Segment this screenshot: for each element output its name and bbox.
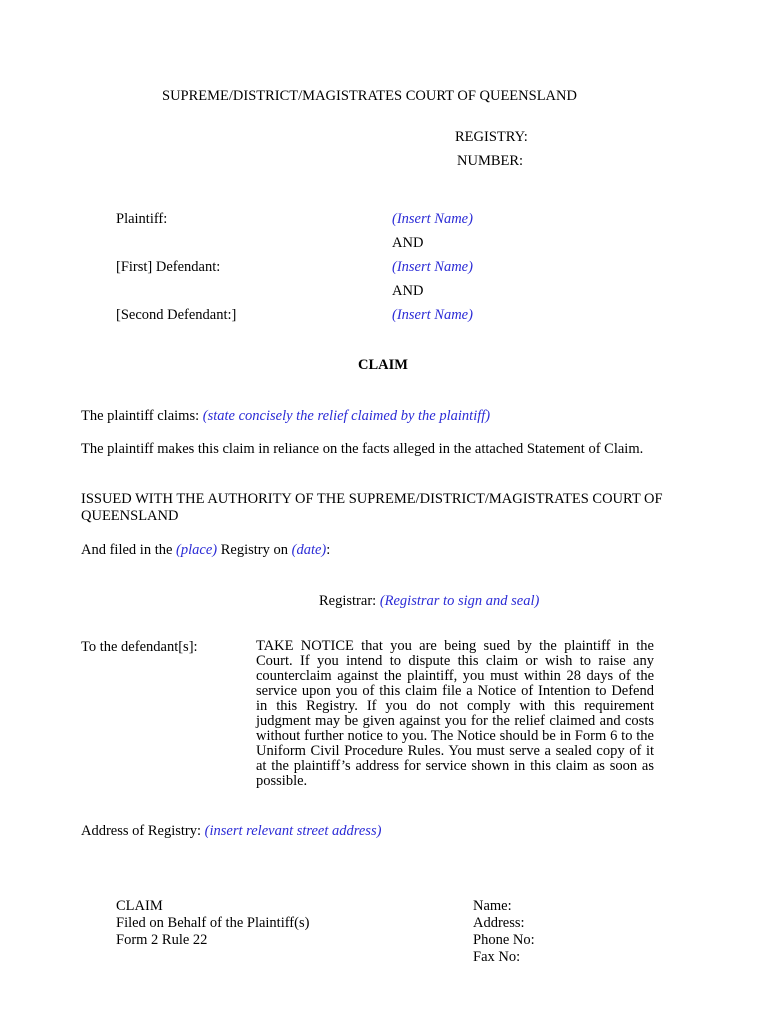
registry-address-line xyxy=(81,823,381,840)
filed-prefix: And filed in the xyxy=(81,542,177,558)
registry-address-label: Address of Registry: xyxy=(81,823,205,839)
plaintiff-label: Plaintiff: xyxy=(116,211,168,227)
registrar-line xyxy=(319,593,539,610)
first-defendant-name-placeholder[interactable]: (Insert Name) xyxy=(392,259,473,275)
filed-middle: Registry on xyxy=(217,542,292,558)
footer-address-label: Address: xyxy=(473,915,525,931)
number-label: NUMBER: xyxy=(457,153,524,169)
second-defendant-label: [Second Defendant:] xyxy=(116,307,237,323)
footer-filed-on-behalf: Filed on Behalf of the Plaintiff(s) xyxy=(116,915,310,931)
plaintiff-claims-line xyxy=(81,408,490,425)
to-defendants-label: To the defendant[s]: xyxy=(81,639,198,655)
footer-left-block xyxy=(116,898,309,949)
registrar-label: Registrar: xyxy=(319,593,380,609)
take-notice-paragraph: TAKE NOTICE that you are being sued by the plaintiff in the Court. If you intend to dispute this claim or wish to raise any counterclaim against the plaintiff, you must within 28 days of the service upon you of this claim file a Notice of Intention to Defend in this Registry. If you do not comply with this requirement judgment may be given against you for the relief claimed and costs without further notice to you. The Notice should be in Form 6 to the Uniform Civil Procedure Rules. You must serve a sealed copy of it at the plaintiff’s address for service shown in this claim as soon as possible. xyxy=(256,638,654,789)
plaintiff-name-placeholder[interactable]: (Insert Name) xyxy=(392,211,473,227)
footer-right-block xyxy=(473,898,535,966)
and-separator: AND xyxy=(392,235,424,251)
footer-form-rule: Form 2 Rule 22 xyxy=(116,932,208,948)
footer-fax-label: Fax No: xyxy=(473,949,521,965)
filed-suffix: : xyxy=(326,542,331,558)
first-defendant-label: [First] Defendant: xyxy=(116,259,221,275)
filed-line xyxy=(81,542,330,559)
registrar-signature-placeholder[interactable]: (Registrar to sign and seal) xyxy=(379,593,540,609)
footer-claim-label: CLAIM xyxy=(116,898,163,914)
reliance-paragraph: The plaintiff makes this claim in reliance on the facts alleged in the attached Statement of Claim. xyxy=(81,441,644,457)
footer-phone-label: Phone No: xyxy=(473,932,535,948)
date-placeholder[interactable]: (date) xyxy=(291,542,327,558)
relief-claimed-placeholder[interactable]: (state concisely the relief claimed by the plaintiff) xyxy=(202,408,491,424)
issued-paragraph: ISSUED WITH THE AUTHORITY OF THE SUPREME/DISTRICT/MAGISTRATES COURT OF QUEENSLAND xyxy=(81,491,663,524)
claim-heading: CLAIM xyxy=(358,357,408,373)
place-placeholder[interactable]: (place) xyxy=(176,542,218,558)
street-address-placeholder[interactable]: (insert relevant street address) xyxy=(204,823,382,839)
plaintiff-claims-prefix: The plaintiff claims: xyxy=(81,408,203,424)
footer-name-label: Name: xyxy=(473,898,512,914)
registry-label: REGISTRY: xyxy=(455,129,528,145)
second-defendant-name-placeholder[interactable]: (Insert Name) xyxy=(392,307,473,323)
and-separator: AND xyxy=(392,283,424,299)
court-title: SUPREME/DISTRICT/MAGISTRATES COURT OF QUEENSLAND xyxy=(162,88,577,104)
